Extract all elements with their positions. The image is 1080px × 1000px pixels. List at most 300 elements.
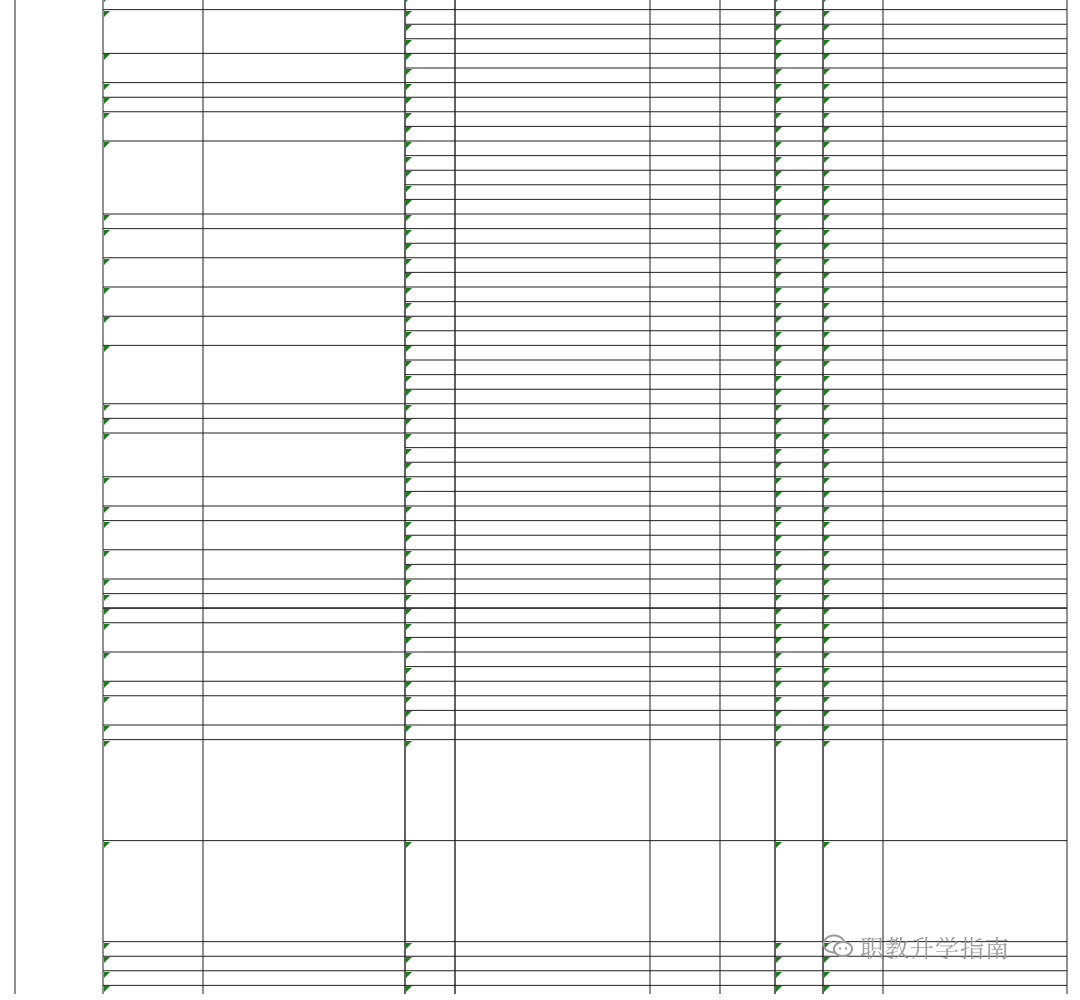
tuition-cell: [823, 491, 883, 506]
education-level-cell: [650, 199, 720, 214]
school-code-cell: [103, 985, 203, 1000]
cell-comment-marker: [406, 957, 412, 963]
major-name-cell: [455, 418, 650, 433]
study-years-cell: [775, 841, 823, 942]
plan-count-cell: [720, 506, 775, 521]
tuition-cell: [823, 681, 883, 696]
cell-comment-marker: [824, 84, 830, 90]
major-code-cell: [405, 258, 455, 273]
major-code-cell: [405, 243, 455, 258]
school-name-cell: [203, 418, 405, 433]
school-name-cell: [203, 608, 405, 623]
major-name-cell: [455, 199, 650, 214]
remark-cell: [883, 564, 1067, 579]
major-code-cell: [405, 477, 455, 492]
plan-count-cell: [720, 302, 775, 317]
cell-comment-marker: [776, 230, 782, 236]
cell-comment-marker: [104, 288, 110, 294]
cell-comment-marker: [104, 986, 110, 992]
plan-count-cell: [720, 491, 775, 506]
tuition-cell: [823, 10, 883, 25]
cell-comment-marker: [104, 478, 110, 484]
major-code-cell: [405, 389, 455, 404]
plan-count-cell: [720, 0, 775, 10]
major-code-cell: [405, 0, 455, 10]
cell-comment-marker: [824, 972, 830, 978]
school-code-cell: [103, 258, 203, 287]
study-years-cell: [775, 725, 823, 740]
study-years-cell: [775, 652, 823, 667]
cell-comment-marker: [104, 54, 110, 60]
cell-comment-marker: [406, 200, 412, 206]
cell-comment-marker: [776, 0, 782, 2]
study-years-cell: [775, 506, 823, 521]
cell-comment-marker: [104, 259, 110, 265]
plan-count-cell: [720, 623, 775, 638]
tuition-cell: [823, 112, 883, 127]
tuition-cell: [823, 725, 883, 740]
cell-comment-marker: [776, 200, 782, 206]
remark-cell: [883, 506, 1067, 521]
cell-comment-marker: [104, 317, 110, 323]
plan-count-cell: [720, 156, 775, 171]
major-name-cell: [455, 24, 650, 39]
cell-comment-marker: [406, 215, 412, 221]
major-code-cell: [405, 126, 455, 141]
cell-comment-marker: [824, 273, 830, 279]
education-level-cell: [650, 491, 720, 506]
remark-cell: [883, 448, 1067, 463]
study-years-cell: [775, 258, 823, 273]
cell-comment-marker: [406, 522, 412, 528]
tuition-cell: [823, 652, 883, 667]
remark-cell: [883, 462, 1067, 477]
remark-cell: [883, 667, 1067, 682]
study-years-cell: [775, 550, 823, 565]
tuition-cell: [823, 126, 883, 141]
remark-cell: [883, 316, 1067, 331]
education-level-cell: [650, 637, 720, 652]
cell-comment-marker: [824, 551, 830, 557]
study-years-cell: [775, 433, 823, 448]
cell-comment-marker: [776, 741, 782, 747]
major-code-cell: [405, 985, 455, 1000]
major-code-cell: [405, 214, 455, 229]
tuition-cell: [823, 331, 883, 346]
education-level-cell: [650, 740, 720, 841]
cell-comment-marker: [406, 303, 412, 309]
cell-comment-marker: [776, 434, 782, 440]
major-code-cell: [405, 521, 455, 536]
remark-cell: [883, 243, 1067, 258]
cell-comment-marker: [824, 668, 830, 674]
major-code-cell: [405, 404, 455, 419]
major-name-cell: [455, 126, 650, 141]
plan-count-cell: [720, 287, 775, 302]
cell-comment-marker: [406, 0, 412, 2]
cell-comment-marker: [776, 682, 782, 688]
major-name-cell: [455, 345, 650, 360]
plan-count-cell: [720, 360, 775, 375]
school-name-cell: [203, 681, 405, 696]
school-name-cell: [203, 477, 405, 506]
school-code-cell: [103, 404, 203, 419]
cell-comment-marker: [824, 449, 830, 455]
major-name-cell: [455, 375, 650, 390]
major-name-cell: [455, 243, 650, 258]
major-name-cell: [455, 956, 650, 971]
cell-comment-marker: [406, 157, 412, 163]
cell-comment-marker: [824, 157, 830, 163]
major-code-cell: [405, 287, 455, 302]
school-code-cell: [103, 287, 203, 316]
major-name-cell: [455, 477, 650, 492]
study-years-cell: [775, 141, 823, 156]
school-name-cell: [203, 550, 405, 579]
school-name-cell: [203, 579, 405, 594]
plan-count-cell: [720, 404, 775, 419]
study-years-cell: [775, 10, 823, 25]
cell-comment-marker: [104, 142, 110, 148]
plan-count-cell: [720, 229, 775, 244]
school-code-cell: [103, 345, 203, 403]
major-code-cell: [405, 185, 455, 200]
education-level-cell: [650, 404, 720, 419]
school-code-cell: [103, 477, 203, 506]
school-code-cell: [103, 97, 203, 112]
major-code-cell: [405, 740, 455, 841]
major-name-cell: [455, 506, 650, 521]
study-years-cell: [775, 97, 823, 112]
tuition-cell: [823, 550, 883, 565]
major-code-cell: [405, 710, 455, 725]
remark-cell: [883, 39, 1067, 54]
cell-comment-marker: [824, 609, 830, 615]
study-years-cell: [775, 608, 823, 623]
school-code-cell: [103, 316, 203, 345]
cell-comment-marker: [776, 957, 782, 963]
tuition-cell: [823, 0, 883, 10]
major-name-cell: [455, 141, 650, 156]
cell-comment-marker: [776, 419, 782, 425]
major-name-cell: [455, 389, 650, 404]
school-code-cell: [103, 0, 203, 10]
cell-comment-marker: [824, 98, 830, 104]
plan-count-cell: [720, 725, 775, 740]
cell-comment-marker: [406, 317, 412, 323]
school-code-cell: [103, 229, 203, 258]
school-code-cell: [103, 550, 203, 579]
cell-comment-marker: [776, 303, 782, 309]
major-name-cell: [455, 564, 650, 579]
school-name-cell: [203, 740, 405, 841]
major-code-cell: [405, 39, 455, 54]
cell-comment-marker: [824, 361, 830, 367]
remark-cell: [883, 740, 1067, 841]
plan-count-cell: [720, 433, 775, 448]
cell-comment-marker: [406, 624, 412, 630]
plan-count-cell: [720, 462, 775, 477]
cell-comment-marker: [406, 986, 412, 992]
cell-comment-marker: [824, 653, 830, 659]
cell-comment-marker: [776, 376, 782, 382]
remark-cell: [883, 214, 1067, 229]
remark-cell: [883, 375, 1067, 390]
plan-count-cell: [720, 170, 775, 185]
cell-comment-marker: [406, 54, 412, 60]
cell-comment-marker: [824, 54, 830, 60]
cell-comment-marker: [776, 478, 782, 484]
cell-comment-marker: [406, 230, 412, 236]
study-years-cell: [775, 535, 823, 550]
major-code-cell: [405, 418, 455, 433]
school-code-cell: [103, 740, 203, 841]
remark-cell: [883, 652, 1067, 667]
cell-comment-marker: [776, 346, 782, 352]
major-name-cell: [455, 360, 650, 375]
remark-cell: [883, 126, 1067, 141]
education-level-cell: [650, 141, 720, 156]
education-level-cell: [650, 623, 720, 638]
cell-comment-marker: [406, 259, 412, 265]
plan-count-cell: [720, 667, 775, 682]
cell-comment-marker: [776, 449, 782, 455]
school-name-cell: [203, 725, 405, 740]
cell-comment-marker: [406, 69, 412, 75]
education-level-cell: [650, 97, 720, 112]
school-name-cell: [203, 287, 405, 316]
cell-comment-marker: [104, 943, 110, 949]
plan-count-cell: [720, 126, 775, 141]
plan-count-cell: [720, 608, 775, 623]
education-level-cell: [650, 971, 720, 986]
major-name-cell: [455, 185, 650, 200]
major-code-cell: [405, 141, 455, 156]
cell-comment-marker: [776, 171, 782, 177]
cell-comment-marker: [824, 69, 830, 75]
cell-comment-marker: [824, 0, 830, 2]
tuition-cell: [823, 404, 883, 419]
cell-comment-marker: [406, 536, 412, 542]
cell-comment-marker: [406, 186, 412, 192]
cell-comment-marker: [406, 463, 412, 469]
cell-comment-marker: [824, 741, 830, 747]
school-code-cell: [103, 681, 203, 696]
cell-comment-marker: [776, 726, 782, 732]
education-level-cell: [650, 272, 720, 287]
school-code-cell: [103, 10, 203, 54]
cell-comment-marker: [824, 492, 830, 498]
watermark: [822, 926, 1062, 966]
category-cell: [15, 0, 103, 1000]
tuition-cell: [823, 170, 883, 185]
school-name-cell: [203, 141, 405, 214]
tuition-cell: [823, 141, 883, 156]
major-code-cell: [405, 375, 455, 390]
remark-cell: [883, 345, 1067, 360]
major-name-cell: [455, 652, 650, 667]
study-years-cell: [775, 112, 823, 127]
cell-comment-marker: [824, 230, 830, 236]
school-name-cell: [203, 594, 405, 609]
plan-count-cell: [720, 10, 775, 25]
major-code-cell: [405, 68, 455, 83]
tuition-cell: [823, 971, 883, 986]
study-years-cell: [775, 316, 823, 331]
cell-comment-marker: [406, 273, 412, 279]
tuition-cell: [823, 448, 883, 463]
education-level-cell: [650, 696, 720, 711]
education-level-cell: [650, 652, 720, 667]
cell-comment-marker: [104, 215, 110, 221]
school-code-cell: [103, 433, 203, 477]
cell-comment-marker: [406, 332, 412, 338]
education-level-cell: [650, 462, 720, 477]
education-level-cell: [650, 433, 720, 448]
major-code-cell: [405, 506, 455, 521]
remark-cell: [883, 594, 1067, 609]
study-years-cell: [775, 710, 823, 725]
cell-comment-marker: [406, 711, 412, 717]
major-code-cell: [405, 623, 455, 638]
education-level-cell: [650, 535, 720, 550]
cell-comment-marker: [104, 346, 110, 352]
major-code-cell: [405, 491, 455, 506]
cell-comment-marker: [776, 288, 782, 294]
school-code-cell: [103, 841, 203, 942]
cell-comment-marker: [824, 142, 830, 148]
plan-count-cell: [720, 942, 775, 957]
major-code-cell: [405, 696, 455, 711]
major-name-cell: [455, 97, 650, 112]
study-years-cell: [775, 667, 823, 682]
education-level-cell: [650, 667, 720, 682]
cell-comment-marker: [406, 346, 412, 352]
school-code-cell: [103, 506, 203, 521]
tuition-cell: [823, 229, 883, 244]
cell-comment-marker: [406, 244, 412, 250]
cell-comment-marker: [104, 507, 110, 513]
remark-cell: [883, 491, 1067, 506]
school-name-cell: [203, 652, 405, 681]
tuition-cell: [823, 389, 883, 404]
study-years-cell: [775, 594, 823, 609]
major-name-cell: [455, 579, 650, 594]
cell-comment-marker: [104, 0, 110, 2]
major-code-cell: [405, 433, 455, 448]
cell-comment-marker: [406, 25, 412, 31]
education-level-cell: [650, 126, 720, 141]
remark-cell: [883, 971, 1067, 986]
plan-count-cell: [720, 214, 775, 229]
cell-comment-marker: [824, 186, 830, 192]
education-level-cell: [650, 418, 720, 433]
study-years-cell: [775, 696, 823, 711]
education-level-cell: [650, 506, 720, 521]
cell-comment-marker: [104, 98, 110, 104]
education-level-cell: [650, 229, 720, 244]
school-code-cell: [103, 623, 203, 652]
school-code-cell: [103, 53, 203, 82]
cell-comment-marker: [776, 405, 782, 411]
plan-count-cell: [720, 53, 775, 68]
major-name-cell: [455, 53, 650, 68]
tuition-cell: [823, 287, 883, 302]
school-code-cell: [103, 696, 203, 725]
cell-comment-marker: [824, 595, 830, 601]
remark-cell: [883, 302, 1067, 317]
cell-comment-marker: [104, 419, 110, 425]
cell-comment-marker: [776, 507, 782, 513]
cell-comment-marker: [406, 361, 412, 367]
school-code-cell: [103, 579, 203, 594]
cell-comment-marker: [824, 390, 830, 396]
study-years-cell: [775, 272, 823, 287]
major-code-cell: [405, 316, 455, 331]
cell-comment-marker: [824, 113, 830, 119]
study-years-cell: [775, 287, 823, 302]
school-name-cell: [203, 229, 405, 258]
cell-comment-marker: [776, 25, 782, 31]
study-years-cell: [775, 360, 823, 375]
remark-cell: [883, 229, 1067, 244]
cell-comment-marker: [104, 972, 110, 978]
school-name-cell: [203, 0, 405, 10]
major-name-cell: [455, 942, 650, 957]
cell-comment-marker: [406, 376, 412, 382]
school-code-cell: [103, 418, 203, 433]
remark-cell: [883, 141, 1067, 156]
school-name-cell: [203, 942, 405, 957]
education-level-cell: [650, 375, 720, 390]
tuition-cell: [823, 477, 883, 492]
cell-comment-marker: [406, 478, 412, 484]
plan-count-cell: [720, 535, 775, 550]
education-level-cell: [650, 24, 720, 39]
plan-count-cell: [720, 985, 775, 1000]
cell-comment-marker: [406, 434, 412, 440]
major-code-cell: [405, 272, 455, 287]
cell-comment-marker: [776, 127, 782, 133]
study-years-cell: [775, 0, 823, 10]
school-name-cell: [203, 956, 405, 971]
plan-count-cell: [720, 521, 775, 536]
plan-count-cell: [720, 199, 775, 214]
remark-cell: [883, 0, 1067, 10]
remark-cell: [883, 68, 1067, 83]
cell-comment-marker: [406, 11, 412, 17]
cell-comment-marker: [406, 171, 412, 177]
remark-cell: [883, 725, 1067, 740]
education-level-cell: [650, 0, 720, 10]
tuition-cell: [823, 985, 883, 1000]
plan-count-cell: [720, 68, 775, 83]
study-years-cell: [775, 985, 823, 1000]
major-name-cell: [455, 637, 650, 652]
cell-comment-marker: [104, 405, 110, 411]
plan-count-cell: [720, 564, 775, 579]
cell-comment-marker: [104, 551, 110, 557]
cell-comment-marker: [776, 943, 782, 949]
school-name-cell: [203, 10, 405, 54]
tuition-cell: [823, 594, 883, 609]
major-code-cell: [405, 942, 455, 957]
plan-count-cell: [720, 477, 775, 492]
major-code-cell: [405, 53, 455, 68]
plan-count-cell: [720, 841, 775, 942]
study-years-cell: [775, 24, 823, 39]
cell-comment-marker: [776, 972, 782, 978]
